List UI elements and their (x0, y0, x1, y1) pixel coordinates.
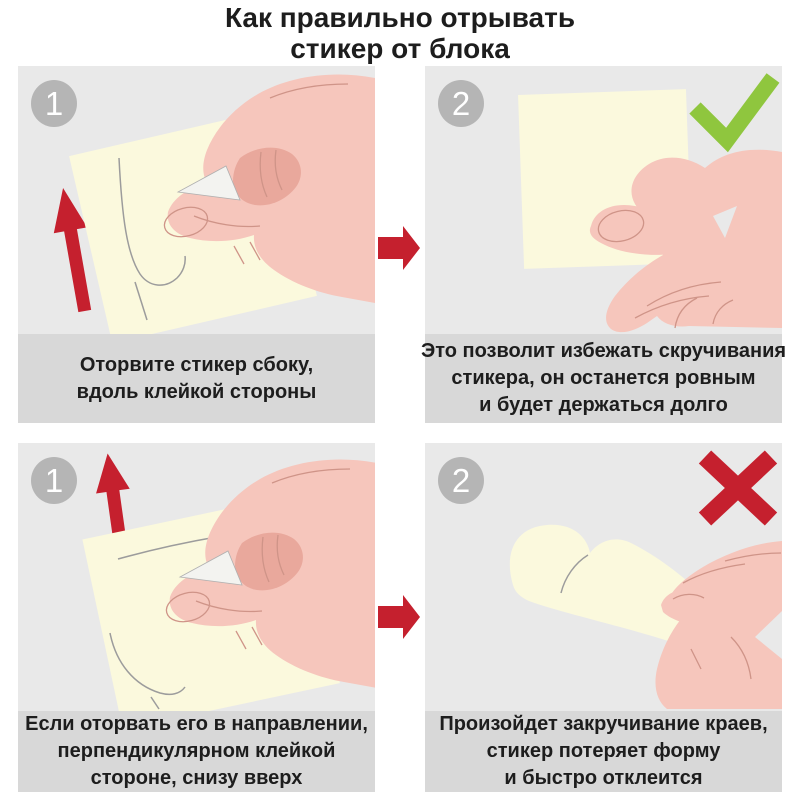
step-number-badge: 2 (438, 80, 484, 127)
panel-step1-correct (18, 66, 375, 423)
title-line: стикер от блока (290, 33, 510, 64)
cross-icon (705, 457, 771, 519)
illustration-tear-upward (18, 443, 375, 711)
caption-step1-wrong (18, 711, 375, 792)
caption-line: стикер потеряет форму (486, 740, 721, 762)
caption-line: перпендикулярном клейкой (57, 740, 336, 762)
caption-line: вдоль клейкой стороны (76, 380, 317, 403)
right-arrow-icon (377, 225, 421, 271)
caption-line: Это позволит избежать скручивания (420, 340, 787, 362)
illustration-curled-sticker (425, 443, 782, 711)
caption-step1-correct (18, 334, 375, 423)
step-number-badge: 2 (438, 457, 484, 504)
right-arrow-icon (377, 594, 421, 640)
caption-line: Произойдет закручивание краев, (439, 713, 768, 735)
caption-line: стикера, он останется ровным (451, 367, 756, 389)
panel-step2-correct (420, 66, 787, 423)
panel-step1-wrong (18, 443, 375, 792)
caption-line: Оторвите стикер сбоку, (79, 353, 314, 376)
page-title (0, 2, 800, 64)
checkmark-icon (695, 78, 773, 140)
caption-step2-wrong (425, 711, 782, 792)
caption-line: Если оторвать его в направлении, (25, 713, 368, 735)
illustration-tear-sideways (18, 66, 375, 334)
panel-step2-wrong (425, 443, 782, 792)
caption-line: и будет держаться долго (479, 394, 728, 416)
title-line: Как правильно отрывать (224, 2, 576, 33)
caption-line: и быстро отклеится (504, 767, 703, 789)
step-number-badge: 1 (31, 457, 77, 504)
caption-line: стороне, снизу вверх (90, 767, 303, 789)
illustration-flat-sticker (425, 66, 782, 334)
caption-step2-correct (420, 334, 787, 423)
step-number-badge: 1 (31, 80, 77, 127)
